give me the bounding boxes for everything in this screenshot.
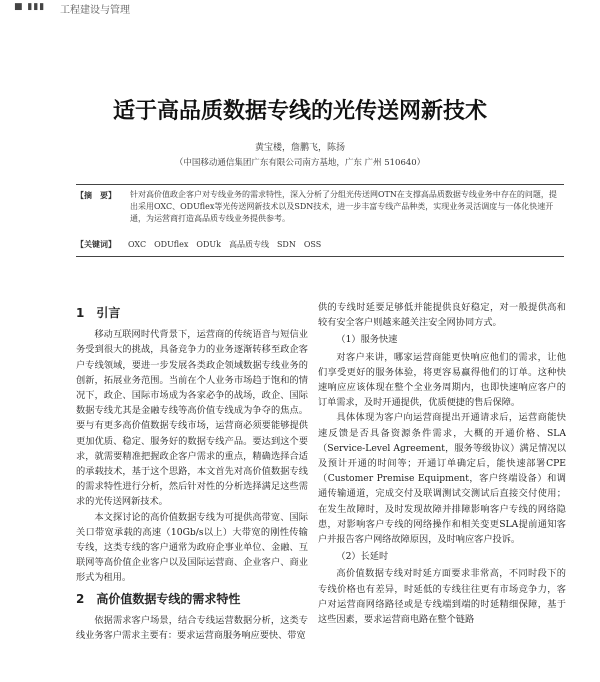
- header-marks: ■ ▮▮▮: [14, 2, 46, 12]
- keywords-block: [76, 239, 564, 250]
- subsection-heading: （2）长延时: [336, 551, 389, 563]
- running-header: [0, 0, 600, 16]
- body-paragraph: 本文探讨论的高价值数据专线为可提供高带宽、国际关口带宽承载的高速（10Gb/s以上）大带宽的刚性传输专线，这类专线的客户通常为政府企事业单位、金融、互联网等高价值企业客户以及国际运营商、企业客户、商业形式为租用。: [76, 511, 308, 584]
- body-paragraph: 移动互联网时代背景下，运营商的传统语音与短信业务受到很大的挑战，具备竞争力的业务逐渐转移至政企客户专线领域，要进一步发展各类政企领域数据专线业务的创新，拓展业务范围。当前在个人业务市场趋于饱和的情况下，政企、国际市场成为各家必争的战场，政企、国际数据专线尤其是金融专线等高价值专线成为争夺的焦点。要与有更多高价值数据专线市场，运营商必须要能够提供更加优质、稳定、服务好的数据专线产品。要达到这个要求，就需要精准把握政企客户需求的重点，精确选择合适的承载技术，基于这个思路，本文首先对高价值数据专线的需求特性进行分析，然后针对性的分析选择满足这些需求的光传送网新技术。: [76, 329, 308, 508]
- left-column: [76, 300, 308, 680]
- abstract-bottom-rule: [76, 256, 564, 257]
- subsection-heading: （1）服务快速: [336, 334, 398, 346]
- abstract-label: 【摘 要】: [76, 190, 116, 200]
- paper-title: 适于高品质数据专线的光传送网新技术: [112, 99, 487, 124]
- author-list: 黄宝楼，詹鹏飞，陈扬: [254, 143, 345, 153]
- keywords-label: 【关键词】: [76, 239, 116, 249]
- body-paragraph: 供的专线时延要足够低并能提供良好稳定，对一般提供高和较有安全客户则越来越关注安全网协同方式。: [318, 302, 566, 329]
- keywords-text: OXC ODUflex ODUk 高品质专线 SDN OSS: [128, 240, 322, 249]
- abstract-block: [76, 189, 564, 225]
- author-affiliation: （中国移动通信集团广东有限公司南方基地，广东 广州 510640）: [174, 158, 426, 168]
- body-paragraph: 高价值数据专线对时延方面要求非常高，不同时段下的专线价格也有差异，时延低的专线往往更有市场竞争力，客户对运营商网络路径或是专线端到端的时延精细保障，基于这些因素，要求运营商电路在整个链路: [318, 568, 566, 626]
- section-2-heading: 2 高价值数据专线的需求特性: [76, 591, 241, 606]
- abstract-top-rule: [76, 184, 564, 185]
- body-paragraph: 依据需求客户场景，结合专线运营数据分析，这类专线业务客户需求主要有：要求运营商服务响应要快、带宽: [76, 614, 308, 642]
- journal-name: 工程建设与管理: [60, 5, 130, 16]
- right-column: [318, 300, 566, 680]
- body-paragraph: 对客户来讲，哪家运营商能更快响应他们的需求，让他们享受更好的服务体验，将更容易赢得他们的订单。这种快速响应应该体现在整个全业务周期内，也即快速响应客户的订单需求，及时开通提供，优质便捷的售后保障。: [318, 351, 566, 409]
- body-paragraph: 具体体现为客户向运营商提出开通请求后，运营商能快速反馈是否具备资源条件需求，大概的开通价格、SLA（Service-Level Agreement，服务等级协议）满足情况以及预计开通的时间等；开通订单确定后，能快速部署CPE（Customer Premise Equipment，客户终端设备）和调通传输通道，完成交付及联调测试交测试后直接交付使用；在发生故障时，及时发现故障并排障影响客户专线的网络隐患，对影响客户专线的网络操作和相关变更SLA提前通知客户并报告客户网络故障原因，及时响应客户投诉。: [318, 412, 566, 546]
- section-1-heading: 1 引言: [76, 306, 121, 320]
- abstract-text: 针对高价值政企客户对专线业务的需求特性，深入分析了分组光传送网OTN在支撑高品质数据专线业务中存在的问题，提出采用OXC、ODUflex等光传送网新技术以及SDN技术，进一步丰富专线产品种类，实现业务灵活调度与一体化快速开通，为运营商打造高品质专线业务提供参考。: [130, 190, 557, 223]
